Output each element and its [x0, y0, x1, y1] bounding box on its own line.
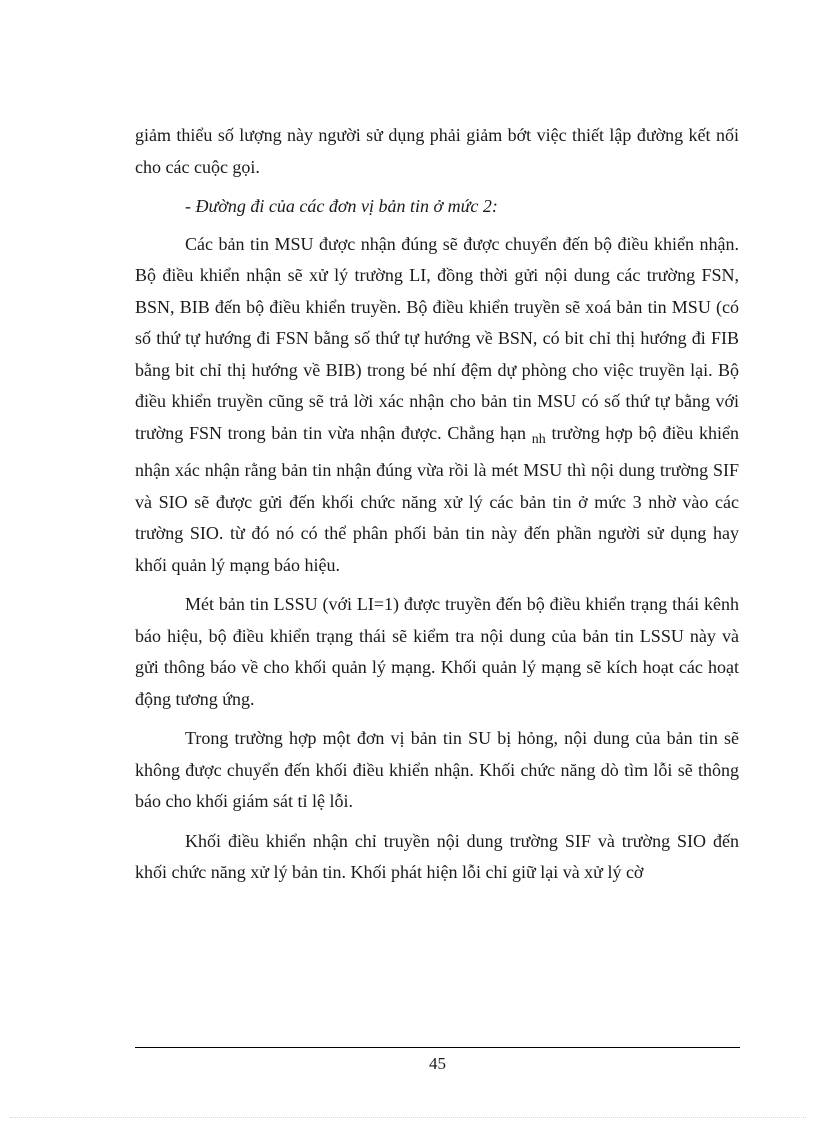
section-subheading: - Đường đi của các đơn vị bản tin ở mức 2: [185, 196, 498, 216]
paragraph-lssu: Mét bản tin LSSU (với LI=1) được truyền đến bộ điều khiển trạng thái kênh báo hiệu, bộ điều khiển trạng thái sẽ kiểm tra nội dung của bản tin LSSU này và gửi thông báo về cho khối quản lý mạng. Khối quản lý mạng sẽ kích hoạt các hoạt động tương ứng. [135, 594, 739, 709]
paragraph-continuation: giảm thiểu số lượng này người sử dụng phải giảm bớt việc thiết lập đường kết nối cho các cuộc gọi. [135, 125, 739, 177]
paragraph-msu-path [135, 229, 739, 582]
paragraph-su-error: Trong trường hợp một đơn vị bản tin SU bị hỏng, nội dung của bản tin sẽ không được chuyển đến khối điều khiển nhận. Khối chức năng dò tìm lỗi sẽ thông báo cho khối giám sát tỉ lệ lỗi. [135, 728, 739, 811]
page-number: 45 [429, 1054, 446, 1073]
page-bottom-border [10, 1117, 806, 1118]
footer-divider [135, 1047, 740, 1048]
paragraph-receive-control: Khối điều khiển nhận chỉ truyền nội dung trường SIF và trường SIO đến khối chức năng xử lý bản tin. Khối phát hiện lỗi chỉ giữ lại và xử lý cờ [135, 830, 739, 882]
page-body [135, 120, 739, 889]
paragraph-msu-path-text-end: trường hợp bộ điều khiển nhận xác nhận rằng bản tin nhận đúng vừa rồi là mét MSU thì nội dung trường SIF và SIO sẽ được gửi đến khối chức năng xử lý các bản tin ở mức 3 nhờ vào các trường SIO. từ đó nó có thể phân phối bản tin này đến phần người sử dụng hay khối quản lý mạng báo hiệu. [135, 422, 739, 575]
paragraph-msu-path-text-start: Các bản tin MSU được nhận đúng sẽ được chuyển đến bộ điều khiển nhận. Bộ điều khiển nhận sẽ xử lý trường LI, đồng thời gửi nội dung các trường FSN, BSN, BIB đến bộ điều khiển truyền. Bộ điều khiển truyền sẽ xoá bản tin MSU (có số thứ tự hướng đi FSN bằng số thứ tự hướng về BSN, có bit chỉ thị hướng đi FIB bằng bit chỉ thị hướng về BIB) trong bé nhí đệm dự phòng cho việc truyền lại. Bộ điều khiển truyền cũng sẽ trả lời xác nhận cho bản tin MSU có số thứ tự bằng với trường FSN trong bản tin vừa nhận được. Chẳng hạn [135, 233, 739, 443]
stray-subscript-text: nh [531, 431, 546, 447]
